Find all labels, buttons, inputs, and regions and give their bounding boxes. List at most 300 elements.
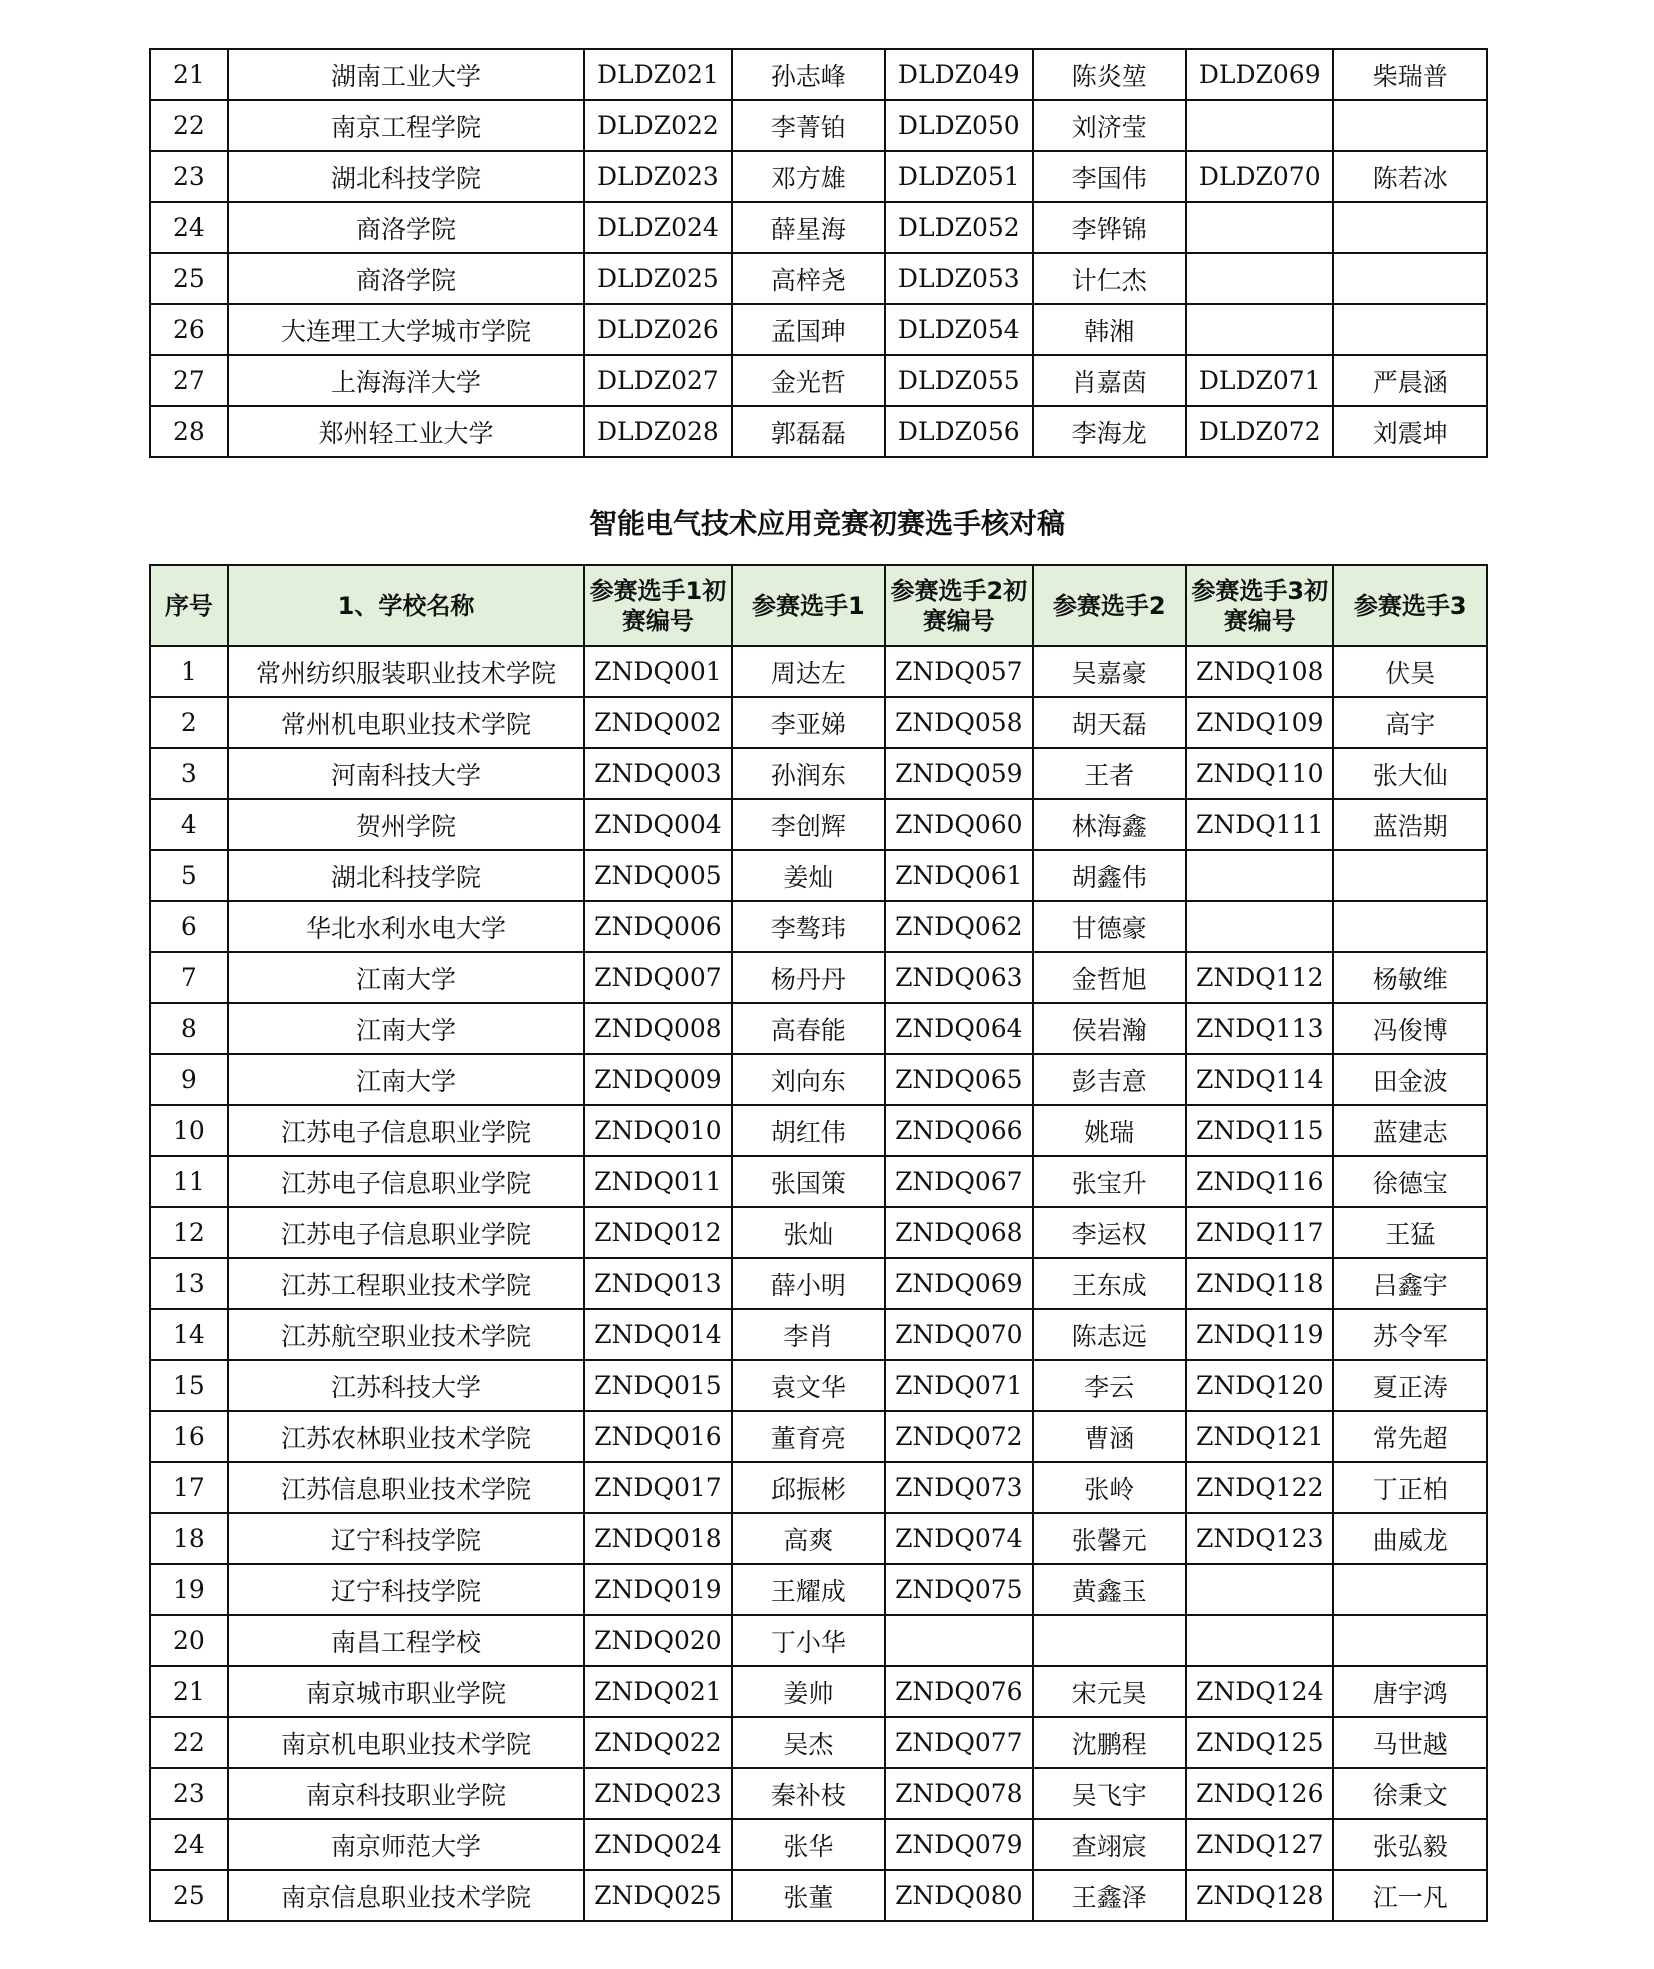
- player2-cell: [1033, 1615, 1186, 1666]
- index-cell: 5: [150, 850, 228, 901]
- header-cell-school: 1、学校名称: [228, 565, 584, 646]
- index-cell: 18: [150, 1513, 228, 1564]
- player1-code-cell: ZNDQ001: [584, 646, 731, 697]
- index-cell: 4: [150, 799, 228, 850]
- player1-code-cell: ZNDQ023: [584, 1768, 731, 1819]
- player1-cell: 秦补枝: [732, 1768, 885, 1819]
- player1-cell: 李创辉: [732, 799, 885, 850]
- school-cell: 江南大学: [228, 952, 584, 1003]
- player3-code-cell: [1186, 1615, 1333, 1666]
- player1-cell: 孙润东: [732, 748, 885, 799]
- table-row: [150, 850, 1487, 901]
- player1-code-cell: ZNDQ003: [584, 748, 731, 799]
- player3-code-cell: ZNDQ119: [1186, 1309, 1333, 1360]
- header-cell-player1: 参赛选手1: [732, 565, 885, 646]
- index-cell: 27: [150, 355, 228, 406]
- table-row: [150, 952, 1487, 1003]
- player3-code-cell: ZNDQ117: [1186, 1207, 1333, 1258]
- index-cell: 26: [150, 304, 228, 355]
- player1-code-cell: ZNDQ019: [584, 1564, 731, 1615]
- player1-code-cell: ZNDQ008: [584, 1003, 731, 1054]
- player3-cell: [1333, 202, 1487, 253]
- player1-cell: 薛小明: [732, 1258, 885, 1309]
- school-cell: 湖北科技学院: [228, 151, 584, 202]
- player1-code-cell: DLDZ023: [584, 151, 731, 202]
- player2-code-cell: ZNDQ057: [885, 646, 1032, 697]
- table-row: [150, 253, 1487, 304]
- player3-code-cell: [1186, 850, 1333, 901]
- player1-code-cell: ZNDQ012: [584, 1207, 731, 1258]
- school-cell: 南京信息职业技术学院: [228, 1870, 584, 1921]
- player3-code-cell: ZNDQ114: [1186, 1054, 1333, 1105]
- school-cell: 商洛学院: [228, 253, 584, 304]
- player1-code-cell: DLDZ025: [584, 253, 731, 304]
- header-cell-player3: 参赛选手3: [1333, 565, 1487, 646]
- table-row: [150, 901, 1487, 952]
- player1-code-cell: ZNDQ006: [584, 901, 731, 952]
- player1-code-cell: ZNDQ009: [584, 1054, 731, 1105]
- player2-cell: 甘德豪: [1033, 901, 1186, 952]
- header-row: [150, 565, 1487, 646]
- player3-cell: 苏令军: [1333, 1309, 1487, 1360]
- player2-cell: 肖嘉茵: [1033, 355, 1186, 406]
- player1-code-cell: ZNDQ007: [584, 952, 731, 1003]
- player2-cell: 王东成: [1033, 1258, 1186, 1309]
- player3-cell: [1333, 901, 1487, 952]
- player3-cell: 徐德宝: [1333, 1156, 1487, 1207]
- index-cell: 25: [150, 1870, 228, 1921]
- player1-code-cell: ZNDQ010: [584, 1105, 731, 1156]
- school-cell: 湖南工业大学: [228, 49, 584, 100]
- player2-code-cell: ZNDQ073: [885, 1462, 1032, 1513]
- table-row: [150, 1360, 1487, 1411]
- index-cell: 19: [150, 1564, 228, 1615]
- player1-cell: 孙志峰: [732, 49, 885, 100]
- table-row: [150, 1411, 1487, 1462]
- table-row: [150, 1666, 1487, 1717]
- section-title: 智能电气技术应用竞赛初赛选手核对稿: [588, 507, 1065, 540]
- player1-cell: 孟国珅: [732, 304, 885, 355]
- school-cell: 江苏电子信息职业学院: [228, 1105, 584, 1156]
- player3-cell: 张大仙: [1333, 748, 1487, 799]
- player3-code-cell: ZNDQ128: [1186, 1870, 1333, 1921]
- player2-code-cell: ZNDQ076: [885, 1666, 1032, 1717]
- player1-cell: 杨丹丹: [732, 952, 885, 1003]
- school-cell: 商洛学院: [228, 202, 584, 253]
- player3-code-cell: [1186, 202, 1333, 253]
- player1-code-cell: ZNDQ005: [584, 850, 731, 901]
- header-cell-player3-code: 参赛选手3初赛编号: [1186, 565, 1333, 646]
- player2-code-cell: ZNDQ067: [885, 1156, 1032, 1207]
- header-cell-index: 序号: [150, 565, 228, 646]
- player1-cell: 周达左: [732, 646, 885, 697]
- player2-code-cell: ZNDQ071: [885, 1360, 1032, 1411]
- player2-code-cell: ZNDQ077: [885, 1717, 1032, 1768]
- school-cell: 江南大学: [228, 1054, 584, 1105]
- player2-cell: 彭吉意: [1033, 1054, 1186, 1105]
- table-row: [150, 1717, 1487, 1768]
- player1-cell: 张国策: [732, 1156, 885, 1207]
- index-cell: 23: [150, 151, 228, 202]
- player3-cell: 蓝浩期: [1333, 799, 1487, 850]
- table-row: [150, 1054, 1487, 1105]
- player2-cell: 林海鑫: [1033, 799, 1186, 850]
- player1-code-cell: ZNDQ004: [584, 799, 731, 850]
- player2-code-cell: ZNDQ065: [885, 1054, 1032, 1105]
- table-row: [150, 1462, 1487, 1513]
- player2-cell: 吴飞宇: [1033, 1768, 1186, 1819]
- player2-code-cell: DLDZ055: [885, 355, 1032, 406]
- player2-cell: 黄鑫玉: [1033, 1564, 1186, 1615]
- player3-code-cell: ZNDQ127: [1186, 1819, 1333, 1870]
- index-cell: 6: [150, 901, 228, 952]
- player3-cell: 丁正柏: [1333, 1462, 1487, 1513]
- player1-code-cell: DLDZ021: [584, 49, 731, 100]
- school-cell: 南京师范大学: [228, 1819, 584, 1870]
- table-row: [150, 100, 1487, 151]
- school-cell: 江苏科技大学: [228, 1360, 584, 1411]
- player3-code-cell: ZNDQ109: [1186, 697, 1333, 748]
- player2-cell: 李运权: [1033, 1207, 1186, 1258]
- school-cell: 大连理工大学城市学院: [228, 304, 584, 355]
- player2-cell: 王鑫泽: [1033, 1870, 1186, 1921]
- school-cell: 辽宁科技学院: [228, 1564, 584, 1615]
- player2-code-cell: ZNDQ079: [885, 1819, 1032, 1870]
- player1-cell: 姜灿: [732, 850, 885, 901]
- player3-code-cell: [1186, 1564, 1333, 1615]
- player3-cell: 江一凡: [1333, 1870, 1487, 1921]
- player2-code-cell: DLDZ054: [885, 304, 1032, 355]
- table-row: [150, 748, 1487, 799]
- player3-cell: 王猛: [1333, 1207, 1487, 1258]
- player2-code-cell: DLDZ053: [885, 253, 1032, 304]
- table-row: [150, 799, 1487, 850]
- player1-cell: 李菁铂: [732, 100, 885, 151]
- school-cell: 湖北科技学院: [228, 850, 584, 901]
- table-row: [150, 1513, 1487, 1564]
- index-cell: 1: [150, 646, 228, 697]
- player2-code-cell: ZNDQ063: [885, 952, 1032, 1003]
- index-cell: 25: [150, 253, 228, 304]
- player2-code-cell: DLDZ052: [885, 202, 1032, 253]
- school-cell: 常州纺织服装职业技术学院: [228, 646, 584, 697]
- player3-code-cell: DLDZ070: [1186, 151, 1333, 202]
- player3-code-cell: ZNDQ116: [1186, 1156, 1333, 1207]
- player3-cell: 蓝建志: [1333, 1105, 1487, 1156]
- player3-code-cell: ZNDQ125: [1186, 1717, 1333, 1768]
- player1-code-cell: DLDZ026: [584, 304, 731, 355]
- player1-cell: 李肖: [732, 1309, 885, 1360]
- player2-cell: 韩湘: [1033, 304, 1186, 355]
- player3-cell: 高宇: [1333, 697, 1487, 748]
- player2-code-cell: ZNDQ070: [885, 1309, 1032, 1360]
- player3-cell: 田金波: [1333, 1054, 1487, 1105]
- table-row: [150, 1615, 1487, 1666]
- player1-cell: 郭磊磊: [732, 406, 885, 457]
- school-cell: 上海海洋大学: [228, 355, 584, 406]
- player1-cell: 丁小华: [732, 1615, 885, 1666]
- player1-cell: 高梓尧: [732, 253, 885, 304]
- index-cell: 24: [150, 1819, 228, 1870]
- player1-cell: 张董: [732, 1870, 885, 1921]
- player2-cell: 张岭: [1033, 1462, 1186, 1513]
- player1-cell: 姜帅: [732, 1666, 885, 1717]
- index-cell: 24: [150, 202, 228, 253]
- table-row: [150, 406, 1487, 457]
- table-row: [150, 202, 1487, 253]
- player2-cell: 沈鹏程: [1033, 1717, 1186, 1768]
- index-cell: 22: [150, 100, 228, 151]
- player3-code-cell: ZNDQ126: [1186, 1768, 1333, 1819]
- index-cell: 14: [150, 1309, 228, 1360]
- player3-code-cell: DLDZ069: [1186, 49, 1333, 100]
- player2-cell: 陈志远: [1033, 1309, 1186, 1360]
- index-cell: 15: [150, 1360, 228, 1411]
- player3-code-cell: ZNDQ108: [1186, 646, 1333, 697]
- player3-cell: 冯俊博: [1333, 1003, 1487, 1054]
- player2-code-cell: ZNDQ078: [885, 1768, 1032, 1819]
- player3-cell: [1333, 1615, 1487, 1666]
- player3-cell: 吕鑫宇: [1333, 1258, 1487, 1309]
- player3-cell: 严晨涵: [1333, 355, 1487, 406]
- player2-code-cell: ZNDQ064: [885, 1003, 1032, 1054]
- player2-cell: 张馨元: [1033, 1513, 1186, 1564]
- player2-cell: 胡鑫伟: [1033, 850, 1186, 901]
- index-cell: 3: [150, 748, 228, 799]
- player3-code-cell: ZNDQ120: [1186, 1360, 1333, 1411]
- school-cell: 江苏电子信息职业学院: [228, 1156, 584, 1207]
- index-cell: 21: [150, 49, 228, 100]
- index-cell: 16: [150, 1411, 228, 1462]
- player2-code-cell: ZNDQ059: [885, 748, 1032, 799]
- player1-cell: 袁文华: [732, 1360, 885, 1411]
- player1-cell: 高春能: [732, 1003, 885, 1054]
- index-cell: 8: [150, 1003, 228, 1054]
- player3-cell: 常先超: [1333, 1411, 1487, 1462]
- table-row: [150, 1207, 1487, 1258]
- player3-cell: 夏正涛: [1333, 1360, 1487, 1411]
- player1-cell: 李骜玮: [732, 901, 885, 952]
- index-cell: 12: [150, 1207, 228, 1258]
- school-cell: 南京机电职业技术学院: [228, 1717, 584, 1768]
- player2-cell: 李云: [1033, 1360, 1186, 1411]
- player3-cell: 张弘毅: [1333, 1819, 1487, 1870]
- player3-code-cell: ZNDQ111: [1186, 799, 1333, 850]
- player3-code-cell: ZNDQ124: [1186, 1666, 1333, 1717]
- table-row: [150, 1564, 1487, 1615]
- player3-code-cell: DLDZ072: [1186, 406, 1333, 457]
- index-cell: 11: [150, 1156, 228, 1207]
- school-cell: 江苏信息职业技术学院: [228, 1462, 584, 1513]
- player1-code-cell: DLDZ028: [584, 406, 731, 457]
- player2-cell: 李铧锦: [1033, 202, 1186, 253]
- player1-cell: 王耀成: [732, 1564, 885, 1615]
- player2-cell: 胡天磊: [1033, 697, 1186, 748]
- player3-code-cell: ZNDQ112: [1186, 952, 1333, 1003]
- player3-cell: 伏昊: [1333, 646, 1487, 697]
- player3-cell: 刘震坤: [1333, 406, 1487, 457]
- player2-code-cell: ZNDQ075: [885, 1564, 1032, 1615]
- player1-cell: 吴杰: [732, 1717, 885, 1768]
- player1-cell: 张灿: [732, 1207, 885, 1258]
- player1-cell: 张华: [732, 1819, 885, 1870]
- player2-code-cell: DLDZ050: [885, 100, 1032, 151]
- player3-code-cell: ZNDQ121: [1186, 1411, 1333, 1462]
- player2-cell: 陈炎堃: [1033, 49, 1186, 100]
- player3-cell: 唐宇鸿: [1333, 1666, 1487, 1717]
- player2-code-cell: ZNDQ068: [885, 1207, 1032, 1258]
- player1-cell: 邓方雄: [732, 151, 885, 202]
- player3-code-cell: [1186, 901, 1333, 952]
- table-row: [150, 304, 1487, 355]
- player2-cell: 侯岩瀚: [1033, 1003, 1186, 1054]
- table-row: [150, 49, 1487, 100]
- player2-code-cell: ZNDQ069: [885, 1258, 1032, 1309]
- index-cell: 13: [150, 1258, 228, 1309]
- header-cell-player1-code: 参赛选手1初赛编号: [584, 565, 731, 646]
- player3-cell: 陈若冰: [1333, 151, 1487, 202]
- player1-code-cell: ZNDQ017: [584, 1462, 731, 1513]
- player3-cell: 徐秉文: [1333, 1768, 1487, 1819]
- school-cell: 江苏航空职业技术学院: [228, 1309, 584, 1360]
- player3-code-cell: ZNDQ122: [1186, 1462, 1333, 1513]
- school-cell: 郑州轻工业大学: [228, 406, 584, 457]
- school-cell: 常州机电职业技术学院: [228, 697, 584, 748]
- index-cell: 17: [150, 1462, 228, 1513]
- index-cell: 28: [150, 406, 228, 457]
- player1-cell: 邱振彬: [732, 1462, 885, 1513]
- player1-code-cell: ZNDQ011: [584, 1156, 731, 1207]
- school-cell: 江苏电子信息职业学院: [228, 1207, 584, 1258]
- player2-code-cell: ZNDQ074: [885, 1513, 1032, 1564]
- player2-cell: 张宝升: [1033, 1156, 1186, 1207]
- main-table: [149, 564, 1488, 1922]
- player1-code-cell: DLDZ024: [584, 202, 731, 253]
- player1-cell: 薛星海: [732, 202, 885, 253]
- player2-code-cell: DLDZ051: [885, 151, 1032, 202]
- player3-cell: [1333, 1564, 1487, 1615]
- player3-code-cell: ZNDQ123: [1186, 1513, 1333, 1564]
- player3-cell: 柴瑞普: [1333, 49, 1487, 100]
- player2-cell: 王者: [1033, 748, 1186, 799]
- player3-code-cell: ZNDQ113: [1186, 1003, 1333, 1054]
- school-cell: 河南科技大学: [228, 748, 584, 799]
- player1-cell: 董育亮: [732, 1411, 885, 1462]
- table-row: [150, 1768, 1487, 1819]
- player2-cell: 计仁杰: [1033, 253, 1186, 304]
- player2-cell: 宋元昊: [1033, 1666, 1186, 1717]
- player1-cell: 金光哲: [732, 355, 885, 406]
- table-row: [150, 646, 1487, 697]
- index-cell: 2: [150, 697, 228, 748]
- table-row: [150, 151, 1487, 202]
- player3-cell: [1333, 850, 1487, 901]
- player3-code-cell: [1186, 100, 1333, 151]
- table-row: [150, 1870, 1487, 1921]
- player1-code-cell: ZNDQ021: [584, 1666, 731, 1717]
- player3-code-cell: ZNDQ110: [1186, 748, 1333, 799]
- player1-code-cell: ZNDQ020: [584, 1615, 731, 1666]
- table-row: [150, 1003, 1487, 1054]
- table-row: [150, 1105, 1487, 1156]
- table-row: [150, 355, 1487, 406]
- player2-code-cell: ZNDQ072: [885, 1411, 1032, 1462]
- player2-cell: 吴嘉豪: [1033, 646, 1186, 697]
- player3-cell: [1333, 253, 1487, 304]
- index-cell: 23: [150, 1768, 228, 1819]
- player3-code-cell: ZNDQ118: [1186, 1258, 1333, 1309]
- player1-code-cell: ZNDQ002: [584, 697, 731, 748]
- player3-cell: 杨敏维: [1333, 952, 1487, 1003]
- player2-code-cell: ZNDQ060: [885, 799, 1032, 850]
- player3-cell: [1333, 304, 1487, 355]
- school-cell: 江苏农林职业技术学院: [228, 1411, 584, 1462]
- school-cell: 南京城市职业学院: [228, 1666, 584, 1717]
- player1-cell: 李亚娣: [732, 697, 885, 748]
- top-table: [149, 48, 1488, 458]
- index-cell: 22: [150, 1717, 228, 1768]
- player2-code-cell: ZNDQ062: [885, 901, 1032, 952]
- player2-cell: 姚瑞: [1033, 1105, 1186, 1156]
- player2-code-cell: DLDZ056: [885, 406, 1032, 457]
- table-row: [150, 1819, 1487, 1870]
- school-cell: 南昌工程学校: [228, 1615, 584, 1666]
- player1-code-cell: DLDZ022: [584, 100, 731, 151]
- player2-cell: 刘济莹: [1033, 100, 1186, 151]
- player3-code-cell: ZNDQ115: [1186, 1105, 1333, 1156]
- header-cell-player2: 参赛选手2: [1033, 565, 1186, 646]
- school-cell: 南京科技职业学院: [228, 1768, 584, 1819]
- player2-cell: 金哲旭: [1033, 952, 1186, 1003]
- index-cell: 9: [150, 1054, 228, 1105]
- player2-code-cell: ZNDQ080: [885, 1870, 1032, 1921]
- top-table-body: [150, 49, 1487, 457]
- player1-cell: 刘向东: [732, 1054, 885, 1105]
- index-cell: 7: [150, 952, 228, 1003]
- index-cell: 21: [150, 1666, 228, 1717]
- player3-cell: 曲威龙: [1333, 1513, 1487, 1564]
- player1-code-cell: ZNDQ014: [584, 1309, 731, 1360]
- table-row: [150, 1258, 1487, 1309]
- header-cell-player2-code: 参赛选手2初赛编号: [885, 565, 1032, 646]
- player2-code-cell: ZNDQ061: [885, 850, 1032, 901]
- player3-code-cell: [1186, 253, 1333, 304]
- school-cell: 辽宁科技学院: [228, 1513, 584, 1564]
- player1-code-cell: ZNDQ024: [584, 1819, 731, 1870]
- player2-code-cell: ZNDQ058: [885, 697, 1032, 748]
- table-row: [150, 697, 1487, 748]
- player1-code-cell: ZNDQ018: [584, 1513, 731, 1564]
- player1-code-cell: DLDZ027: [584, 355, 731, 406]
- school-cell: 江南大学: [228, 1003, 584, 1054]
- player2-cell: 李海龙: [1033, 406, 1186, 457]
- player1-code-cell: ZNDQ015: [584, 1360, 731, 1411]
- school-cell: 南京工程学院: [228, 100, 584, 151]
- school-cell: 江苏工程职业技术学院: [228, 1258, 584, 1309]
- player2-cell: 查翊宸: [1033, 1819, 1186, 1870]
- player3-code-cell: [1186, 304, 1333, 355]
- player3-cell: [1333, 100, 1487, 151]
- player1-cell: 胡红伟: [732, 1105, 885, 1156]
- player1-code-cell: ZNDQ022: [584, 1717, 731, 1768]
- table-row: [150, 1309, 1487, 1360]
- school-cell: 华北水利水电大学: [228, 901, 584, 952]
- player2-cell: 曹涵: [1033, 1411, 1186, 1462]
- player3-cell: 马世越: [1333, 1717, 1487, 1768]
- player3-code-cell: DLDZ071: [1186, 355, 1333, 406]
- index-cell: 10: [150, 1105, 228, 1156]
- player2-cell: 李国伟: [1033, 151, 1186, 202]
